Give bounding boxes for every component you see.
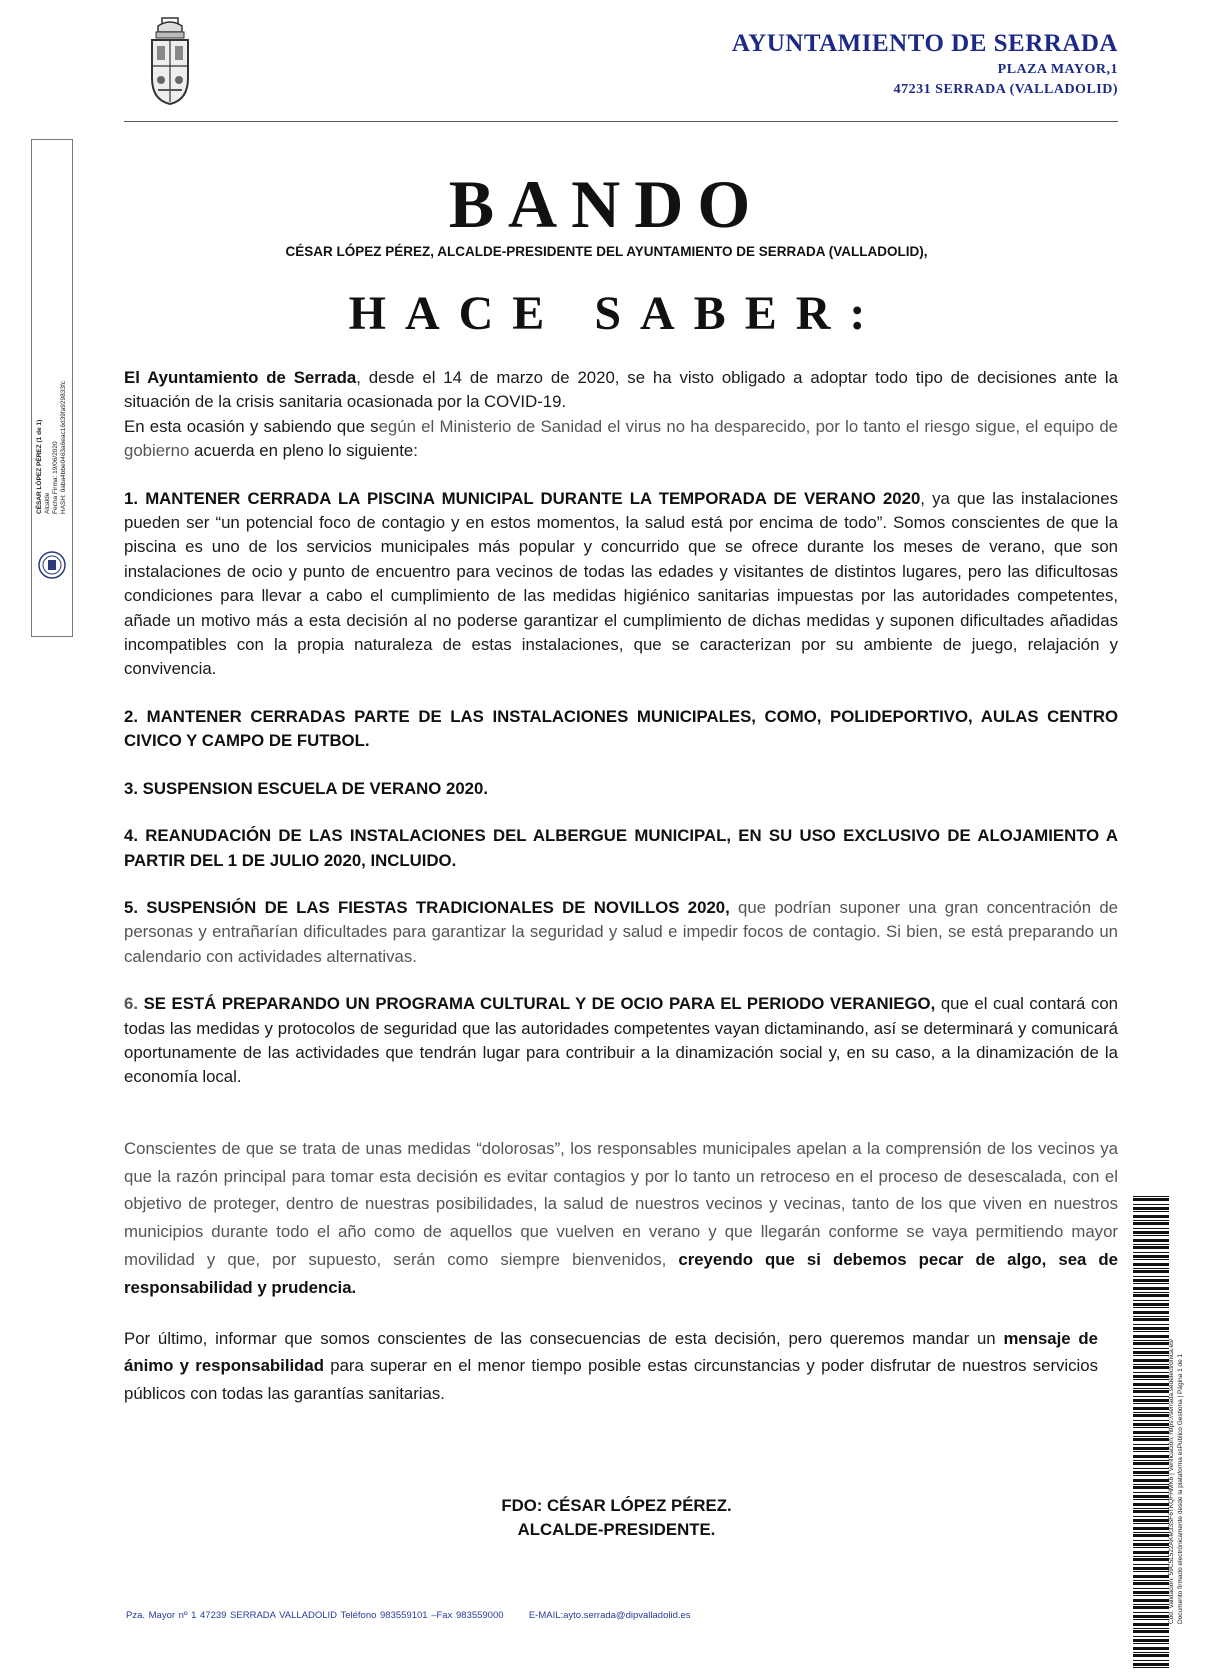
org-address-line2: 47231 SERRADA (VALLADOLID) (893, 82, 1118, 97)
intro-text-c: acuerda en pleno lo siguiente: (189, 441, 418, 461)
item-6-text: que el cual contará con todas las medidas y protocolos de seguridad que las autoridades competentes vayan dictaminando, así se determinará y comunicará oportunamente de las actividades que tendrán lugar para contribuir a la dinamización social y, en su caso, a la dinamización de la economía local. (124, 994, 1118, 1087)
stamp-date: Fecha Firma: 19/06/2020 (52, 441, 59, 514)
stamp-hash: HASH: 0aba4bbe0463a6eac16d39fa929833fc (60, 380, 67, 514)
stamp-signer: CÉSAR LÓPEZ PÉREZ (1 de 1) (36, 419, 43, 514)
item-3: 3. SUSPENSION ESCUELA DE VERANO 2020. (124, 778, 489, 798)
document-title: BANDO (448, 166, 765, 242)
item-5 (124, 896, 1118, 969)
document-body (124, 366, 1118, 1408)
item-1-heading: 1. MANTENER CERRADA LA PISCINA MUNICIPAL DURANTE LA TEMPORADA DE VERANO 2020 (124, 488, 921, 508)
item-2: 2. MANTENER CERRADAS PARTE DE LAS INSTALACIONES MUNICIPALES, COMO, POLIDEPORTIVO, AULAS CENTRO CIVICO Y CAMPO DE FUTBOL. (124, 706, 1118, 751)
municipal-crest-icon (148, 16, 192, 106)
closing-text: Conscientes de que se trata de unas medidas “dolorosas”, los responsables municipales apelan a la comprensión de los vecinos ya que la razón principal para tomar esta decisión es evitar contagios y por lo tanto un retroceso en el proceso de desescalada, con el objetivo de proteger, dentro de nuestras posibilidades, la salud de nuestros vecinos y vecinas, tanto de los que viven en nuestros municipios durante todo el año como de aquellos que vuelven en verano y que llegarán conforme se vaya permitiendo mayor movilidad y que, por supuesto, serán como siempre bienvenidos, (124, 1138, 1118, 1269)
verification-line1: Cód. Validación: 59C5L522AKM33SF6TKQFHMK6 | Verificación: https://serrada.sedelectronica.es/ (1168, 1338, 1175, 1624)
item-4: 4. REANUDACIÓN DE LAS INSTALACIONES DEL ALBERGUE MUNICIPAL, EN SU USO EXCLUSIVO DE ALOJAMIENTO A PARTIR DEL 1 DE JULIO 2020, INCLUIDO. (124, 826, 1118, 870)
closing-paragraph-2 (124, 1325, 1118, 1408)
stamp-role: Alcalde (44, 492, 51, 514)
signature-stamp-text (36, 238, 68, 514)
item-6-heading: SE ESTÁ PREPARANDO UN PROGRAMA CULTURAL Y DE OCIO PARA EL PERIODO VERANIEGO, (138, 994, 936, 1014)
verification-line2: Documento firmado electrónicamente desde la plataforma esPublico Gestiona | Página 1 de 1 (1177, 1353, 1184, 1624)
item-6 (124, 992, 1118, 1090)
footer (126, 1610, 691, 1621)
header-divider (124, 121, 1118, 122)
closing-bold-2: mensaje de ánimo y responsabilidad (124, 1328, 1098, 1376)
signature-name: FDO: CÉSAR LÓPEZ PÉREZ. (501, 1496, 732, 1515)
org-address-line1: PLAZA MAYOR,1 (997, 62, 1118, 77)
intro-text-a: En esta ocasión y sabiendo que s (124, 416, 379, 436)
document-subtitle: HACE SABER: (348, 287, 885, 340)
verification-text (1167, 1244, 1185, 1624)
mayor-line: CÉSAR LÓPEZ PÉREZ, ALCALDE-PRESIDENTE DEL AYUNTAMIENTO DE SERRADA (VALLADOLID), (285, 244, 928, 259)
closing-text-a: Por último, informar que somos conscientes de las consecuencias de esta decisión, pero queremos mandar un (124, 1328, 1004, 1348)
item-5-text: que podrían suponer una gran concentración de personas y entrañarían dificultades para garantizar la seguridad y salud e impedir focos de contagio. Si bien, se está preparando un calendario con actividades alternativas. (124, 897, 1118, 966)
item-6-number: 6. (124, 994, 138, 1014)
closing-text-b: para superar en el menor tiempo posible estas circunstancias y poder disfrutar de nuestros servicios públicos con todas las garantías sanitarias. (124, 1356, 1098, 1404)
signature-role: ALCALDE-PRESIDENTE. (517, 1520, 716, 1539)
intro-text-b: egún el Ministerio de Sanidad el virus no ha desparecido, por lo tanto el riesgo sigue, el equipo de gobierno (124, 416, 1118, 461)
intro-paragraph-1 (124, 366, 1118, 415)
closing-bold: creyendo que si debemos pecar de algo, sea de responsabilidad y prudencia. (124, 1249, 1118, 1297)
item-5-heading: 5. SUSPENSIÓN DE LAS FIESTAS TRADICIONALES DE NOVILLOS 2020, (124, 897, 730, 917)
item-1-text: , ya que las instalaciones pueden ser “un potencial foco de contagio y en estos momentos, la salud está por encima de todo”. Somos conscientes de que la piscina es uno de los servicios municipales más popular y concurrido que se ofrece durante los meses de verano, que son instalaciones de ocio y punto de encuentro para vecinos de todas las edades y visitantes de distintos lugares, pero las dificultosas condiciones para llevar a cabo el cumplimiento de las medidas higiénico sanitarias impuestas por las autoridades competentes, añade un motivo más a esta decisión al no poderse garantizar el cumplimiento de dichas medidas y suponen dificultades añadidas incompatibles con la propia naturaleza de estas instalaciones, que se caracterizan por su ambiente de juego, relajación y convivencia. (124, 488, 1118, 679)
org-name: AYUNTAMIENTO DE SERRADA (731, 30, 1118, 57)
closing-paragraph-1 (124, 1135, 1118, 1302)
footer-address: Pza. Mayor nº 1 47239 SERRADA VALLADOLID Teléfono 983559101 –Fax 983559000 (126, 1610, 504, 1621)
intro-paragraph-2 (124, 415, 1118, 464)
footer-email: E-MAIL:ayto.serrada@dipvalladolid.es (528, 1610, 691, 1621)
intro-bold: El Ayuntamiento de Serrada (124, 368, 357, 387)
intro-text: , desde el 14 de marzo de 2020, se ha visto obligado a adoptar todo tipo de decisiones ante la situación de la crisis sanitaria ocasionada por la COVID-19. (124, 368, 1118, 412)
seal-icon (38, 551, 66, 579)
item-1 (124, 487, 1118, 682)
signature-block (0, 1494, 1213, 1542)
barcode-icon (1133, 1196, 1169, 1670)
